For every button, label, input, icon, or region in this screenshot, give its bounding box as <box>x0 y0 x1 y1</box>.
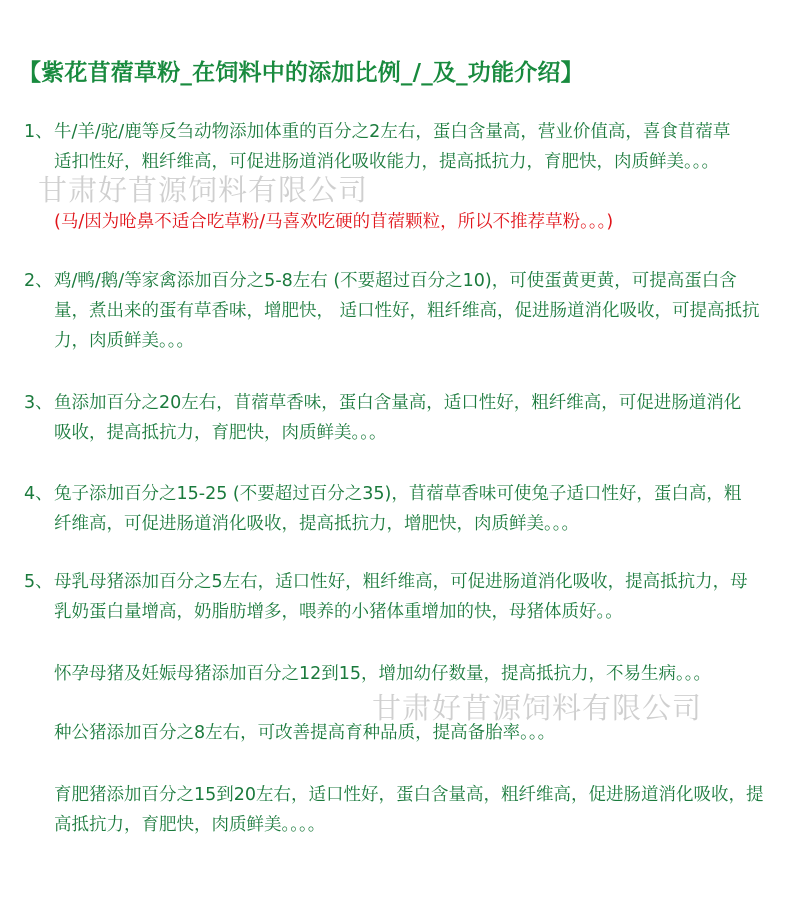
item-text: 鸡/鸭/鹅/等家禽添加百分之5-8左右 (不要超过百分之10)，可使蛋黄更黄，可提高蛋白含 <box>54 271 737 291</box>
item-number: 2、 <box>24 271 53 291</box>
item-text-continued: 纤维高，可促进肠道消化吸收，提高抵抗力，增肥快，肉质鲜美。。。 <box>54 514 579 534</box>
sub-item: 种公猪添加百分之8左右，可改善提高育种品质，提高备胎率。。。 <box>54 723 556 743</box>
item-number: 5、 <box>24 572 53 592</box>
item-text: 牛/羊/驼/鹿等反刍动物添加体重的百分之2左右，蛋白含量高，营业价值高，喜食苜蓿草 <box>54 122 731 142</box>
item-number: 4、 <box>24 484 53 504</box>
watermark: 甘肃好苜源饲料有限公司 <box>38 173 369 207</box>
item-text: 母乳母猪添加百分之5左右，适口性好，粗纤维高，可促进肠道消化吸收，提高抵抗力，母 <box>54 572 748 592</box>
item-text: 鱼添加百分之20左右，苜蓿草香味，蛋白含量高，适口性好，粗纤维高，可促进肠道消化 <box>54 393 742 413</box>
item-number: 3、 <box>24 393 53 413</box>
item-text-continued: 吸收，提高抵抗力，育肥快，肉质鲜美。。。 <box>54 423 387 443</box>
page-title: 【紫花苜蓿草粉_在饲料中的添加比例_/_及_功能介绍】 <box>18 60 584 86</box>
item-text: 兔子添加百分之15-25 (不要超过百分之35)，苜蓿草香味可使兔子适口性好，蛋白高，粗 <box>54 484 742 504</box>
list-item <box>24 479 772 539</box>
list-item <box>24 266 772 356</box>
list-item <box>24 567 772 627</box>
list-item <box>24 388 772 448</box>
watermark: 甘肃好苜源饲料有限公司 <box>372 691 703 725</box>
item-number: 1、 <box>24 122 53 142</box>
list-item <box>24 117 772 177</box>
item-text-continued: 量，煮出来的蛋有草香味，增肥快， 适口性好，粗纤维高，促进肠道消化吸收，可提高抵抗力，肉质鲜美。。。 <box>54 301 760 351</box>
sub-item: 怀孕母猪及妊娠母猪添加百分之12到15，增加幼仔数量，提高抵抗力，不易生病。。。 <box>54 664 712 684</box>
item-text-continued: 乳奶蛋白量增高，奶脂肪增多，喂养的小猪体重增加的快，母猪体质好。。 <box>54 602 623 622</box>
sub-item: 育肥猪添加百分之15到20左右，适口性好，蛋白含量高，粗纤维高，促进肠道消化吸收，提高抵抗力，育肥快，肉质鲜美。。。。 <box>54 785 764 835</box>
horse-note: (马/因为呛鼻不适合吃草粉/马喜欢吃硬的苜蓿颗粒，所以不推荐草粉。。。) <box>54 212 614 232</box>
item-text-continued: 适扣性好，粗纤维高，可促进肠道消化吸收能力，提高抵抗力，育肥快，肉质鲜美。。。 <box>54 152 719 172</box>
